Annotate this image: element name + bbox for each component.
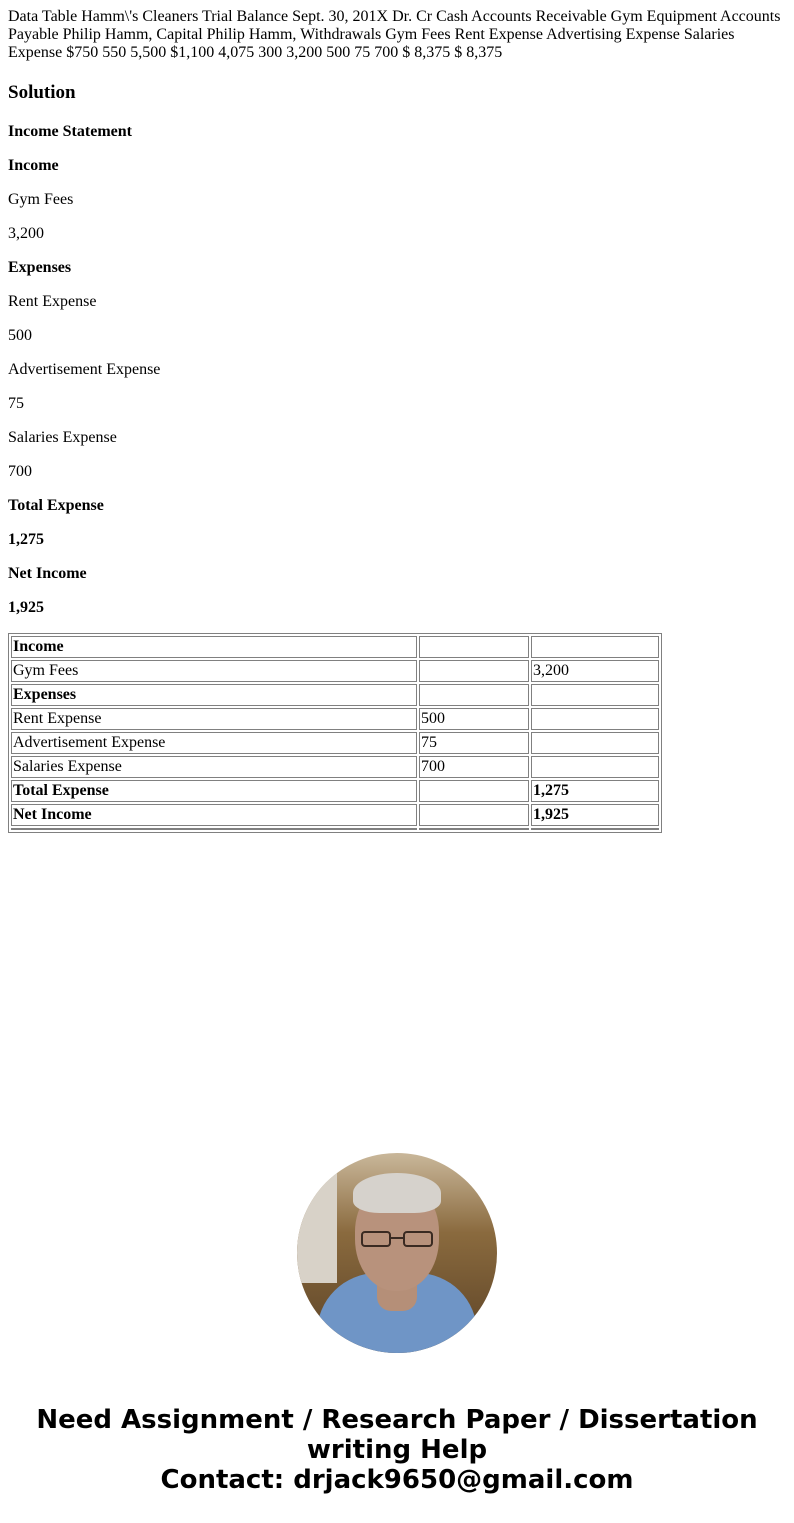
row-label: Rent Expense bbox=[11, 708, 417, 730]
row-credit bbox=[531, 636, 659, 658]
row-credit bbox=[531, 708, 659, 730]
net-income-label: Net Income bbox=[8, 565, 87, 582]
solution-heading: Solution bbox=[8, 82, 76, 103]
table-row bbox=[11, 708, 659, 730]
income-heading: Income bbox=[8, 157, 59, 174]
glasses-lens-right bbox=[403, 1231, 433, 1247]
expenses-heading: Expenses bbox=[8, 259, 72, 276]
avatar-hair bbox=[353, 1173, 441, 1213]
row-label: Advertisement Expense bbox=[11, 732, 417, 754]
problem-text: Data Table Hamm\'s Cleaners Trial Balance Sept. 30, 201X Dr. Cr Cash Accounts Receivable Gym Equipment Accounts Payable Philip Hamm, Capital Philip Hamm, Withdrawals Gym Fees Rent Expense Advertising Expense Salaries Expense $750 550 5,500 $1,100 4,075 300 3,200 500 75 700 $ 8,375 $ 8,375 bbox=[8, 8, 781, 61]
advertisement-expense-label: Advertisement Expense bbox=[8, 361, 161, 378]
empty-cell bbox=[419, 828, 529, 830]
rent-expense-label: Rent Expense bbox=[8, 293, 97, 310]
avatar-glasses bbox=[359, 1231, 435, 1247]
table-row bbox=[11, 732, 659, 754]
salaries-expense-label: Salaries Expense bbox=[8, 429, 117, 446]
table-row-empty bbox=[11, 828, 659, 830]
promo-line-contact: Contact: drjack9650@gmail.com bbox=[160, 1465, 634, 1495]
total-expense-label: Total Expense bbox=[8, 497, 104, 514]
net-income-value: 1,925 bbox=[8, 599, 44, 616]
table-row bbox=[11, 684, 659, 706]
glasses-lens-left bbox=[361, 1231, 391, 1247]
row-debit: 700 bbox=[419, 756, 529, 778]
row-debit bbox=[419, 636, 529, 658]
gym-fees-label: Gym Fees bbox=[8, 191, 74, 208]
table-row bbox=[11, 804, 659, 826]
row-debit bbox=[419, 660, 529, 682]
table-row bbox=[11, 636, 659, 658]
avatar-background-wall bbox=[297, 1173, 337, 1283]
statement-title: Income Statement bbox=[8, 123, 132, 140]
glasses-bridge bbox=[391, 1237, 403, 1239]
author-avatar bbox=[297, 1153, 497, 1353]
row-label: Gym Fees bbox=[11, 660, 417, 682]
empty-cell bbox=[11, 828, 417, 830]
promo-line-help: Need Assignment / Research Paper / Dissertation writing Help bbox=[36, 1405, 758, 1465]
gym-fees-value: 3,200 bbox=[8, 225, 44, 242]
row-debit bbox=[419, 684, 529, 706]
row-debit: 500 bbox=[419, 708, 529, 730]
total-expense-value: 1,275 bbox=[8, 531, 44, 548]
row-debit bbox=[419, 780, 529, 802]
row-label: Total Expense bbox=[11, 780, 417, 802]
row-credit: 3,200 bbox=[531, 660, 659, 682]
promo-text bbox=[0, 1405, 794, 1495]
empty-cell bbox=[531, 828, 659, 830]
table-row bbox=[11, 780, 659, 802]
row-credit bbox=[531, 684, 659, 706]
row-debit: 75 bbox=[419, 732, 529, 754]
promo-section bbox=[0, 1153, 794, 1495]
row-label: Net Income bbox=[11, 804, 417, 826]
row-debit bbox=[419, 804, 529, 826]
table-row bbox=[11, 660, 659, 682]
table-row bbox=[11, 756, 659, 778]
salaries-expense-value: 700 bbox=[8, 463, 32, 480]
income-statement-table bbox=[8, 633, 662, 833]
row-credit: 1,275 bbox=[531, 780, 659, 802]
row-credit: 1,925 bbox=[531, 804, 659, 826]
rent-expense-value: 500 bbox=[8, 327, 32, 344]
row-label: Expenses bbox=[11, 684, 417, 706]
row-label: Salaries Expense bbox=[11, 756, 417, 778]
row-credit bbox=[531, 732, 659, 754]
advertisement-expense-value: 75 bbox=[8, 395, 24, 412]
row-credit bbox=[531, 756, 659, 778]
row-label: Income bbox=[11, 636, 417, 658]
